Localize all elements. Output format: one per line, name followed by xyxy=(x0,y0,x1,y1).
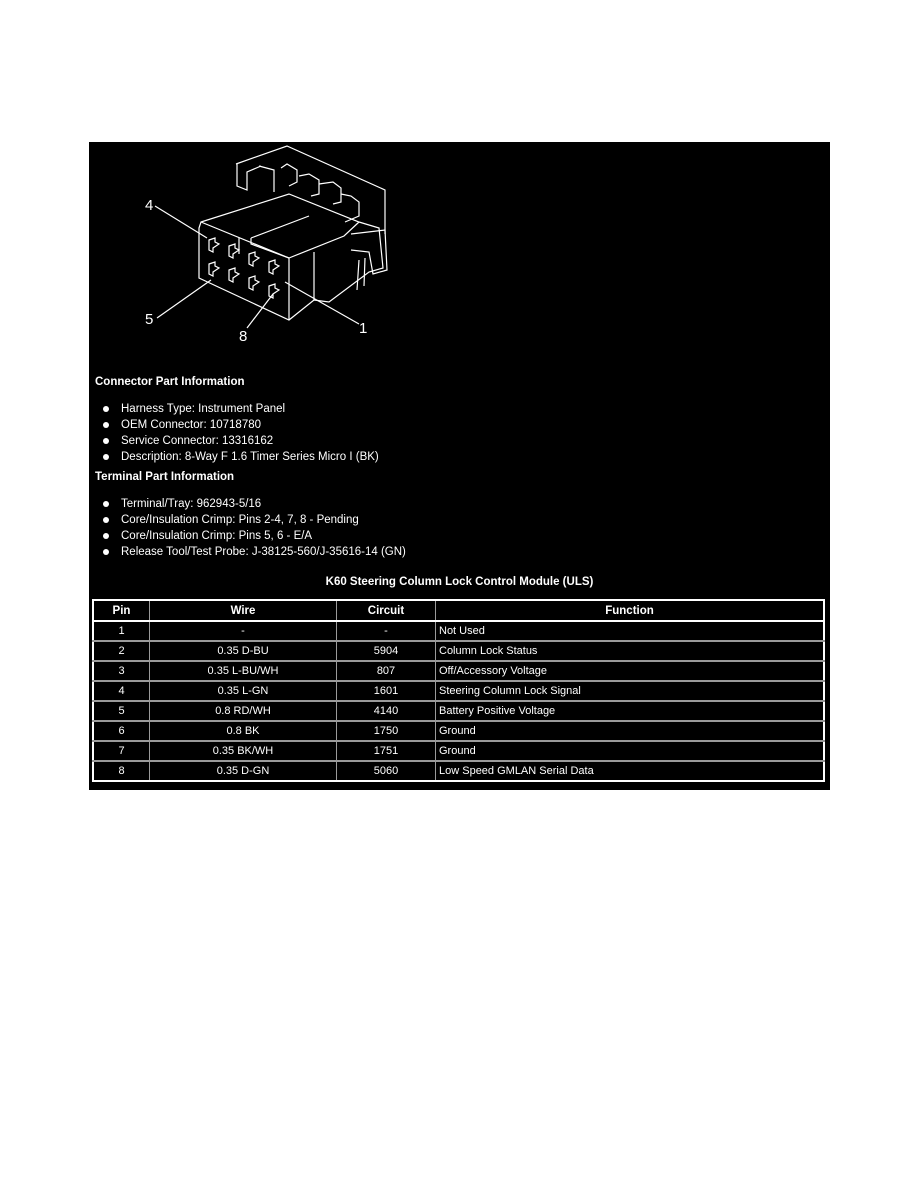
table-row xyxy=(93,761,824,781)
cell-pin: 2 xyxy=(93,641,150,661)
table-row xyxy=(93,641,824,661)
callout-pin-8: 8 xyxy=(239,328,248,345)
bullet-icon xyxy=(103,501,109,507)
table-row xyxy=(93,741,824,761)
table-row xyxy=(93,621,824,641)
list-item: Core/Insulation Crimp: Pins 5, 6 - E/A xyxy=(103,528,406,544)
cell-pin: 4 xyxy=(93,681,150,701)
cell-wire: 0.35 L-GN xyxy=(150,681,337,701)
header-circuit: Circuit xyxy=(337,600,436,621)
table-row xyxy=(93,701,824,721)
cell-wire: 0.35 BK/WH xyxy=(150,741,337,761)
pin-table-title: K60 Steering Column Lock Control Module (ULS) xyxy=(325,576,594,588)
table-row xyxy=(93,681,824,701)
header-function: Function xyxy=(436,600,825,621)
cell-circuit: 1601 xyxy=(337,681,436,701)
cell-circuit: 1751 xyxy=(337,741,436,761)
cell-wire: 0.35 L-BU/WH xyxy=(150,661,337,681)
cell-circuit: 1750 xyxy=(337,721,436,741)
cell-circuit: 807 xyxy=(337,661,436,681)
list-item: OEM Connector: 10718780 xyxy=(103,417,379,433)
cell-circuit: - xyxy=(337,621,436,641)
bullet-icon xyxy=(103,438,109,444)
header-pin: Pin xyxy=(93,600,150,621)
cell-function: Ground xyxy=(436,721,825,741)
cell-wire: 0.35 D-GN xyxy=(150,761,337,781)
terminal-info-list xyxy=(103,496,406,560)
callout-pin-4: 4 xyxy=(145,197,154,214)
cell-function: Off/Accessory Voltage xyxy=(436,661,825,681)
list-item: Description: 8-Way F 1.6 Timer Series Micro I (BK) xyxy=(103,449,379,465)
cell-pin: 8 xyxy=(93,761,150,781)
connector-info-list xyxy=(103,401,379,465)
terminal-info-heading: Terminal Part Information xyxy=(95,471,235,483)
list-item: Core/Insulation Crimp: Pins 2-4, 7, 8 - Pending xyxy=(103,512,406,528)
cell-pin: 6 xyxy=(93,721,150,741)
cell-function: Battery Positive Voltage xyxy=(436,701,825,721)
pin-table xyxy=(92,599,825,782)
connector-panel xyxy=(89,142,830,790)
cell-wire: - xyxy=(150,621,337,641)
cell-function: Not Used xyxy=(436,621,825,641)
cell-function: Low Speed GMLAN Serial Data xyxy=(436,761,825,781)
cell-circuit: 5060 xyxy=(337,761,436,781)
bullet-icon xyxy=(103,422,109,428)
table-header-row xyxy=(93,600,824,621)
cell-circuit: 4140 xyxy=(337,701,436,721)
connector-illustration-icon xyxy=(89,142,419,362)
callout-pin-1: 1 xyxy=(359,320,368,337)
header-wire: Wire xyxy=(150,600,337,621)
cell-wire: 0.8 RD/WH xyxy=(150,701,337,721)
cell-pin: 3 xyxy=(93,661,150,681)
list-item: Service Connector: 13316162 xyxy=(103,433,379,449)
cell-pin: 5 xyxy=(93,701,150,721)
connector-info-heading: Connector Part Information xyxy=(95,376,245,388)
cell-function: Ground xyxy=(436,741,825,761)
list-item: Release Tool/Test Probe: J-38125-560/J-35616-14 (GN) xyxy=(103,544,406,560)
cell-function: Steering Column Lock Signal xyxy=(436,681,825,701)
connector-end-view-diagram xyxy=(89,142,419,362)
callout-pin-5: 5 xyxy=(145,311,154,328)
bullet-icon xyxy=(103,406,109,412)
list-item: Terminal/Tray: 962943-5/16 xyxy=(103,496,406,512)
table-row xyxy=(93,721,824,741)
cell-pin: 1 xyxy=(93,621,150,641)
bullet-icon xyxy=(103,454,109,460)
cell-circuit: 5904 xyxy=(337,641,436,661)
bullet-icon xyxy=(103,517,109,523)
bullet-icon xyxy=(103,549,109,555)
cell-function: Column Lock Status xyxy=(436,641,825,661)
cell-wire: 0.8 BK xyxy=(150,721,337,741)
cell-pin: 7 xyxy=(93,741,150,761)
cell-wire: 0.35 D-BU xyxy=(150,641,337,661)
list-item: Harness Type: Instrument Panel xyxy=(103,401,379,417)
bullet-icon xyxy=(103,533,109,539)
table-row xyxy=(93,661,824,681)
